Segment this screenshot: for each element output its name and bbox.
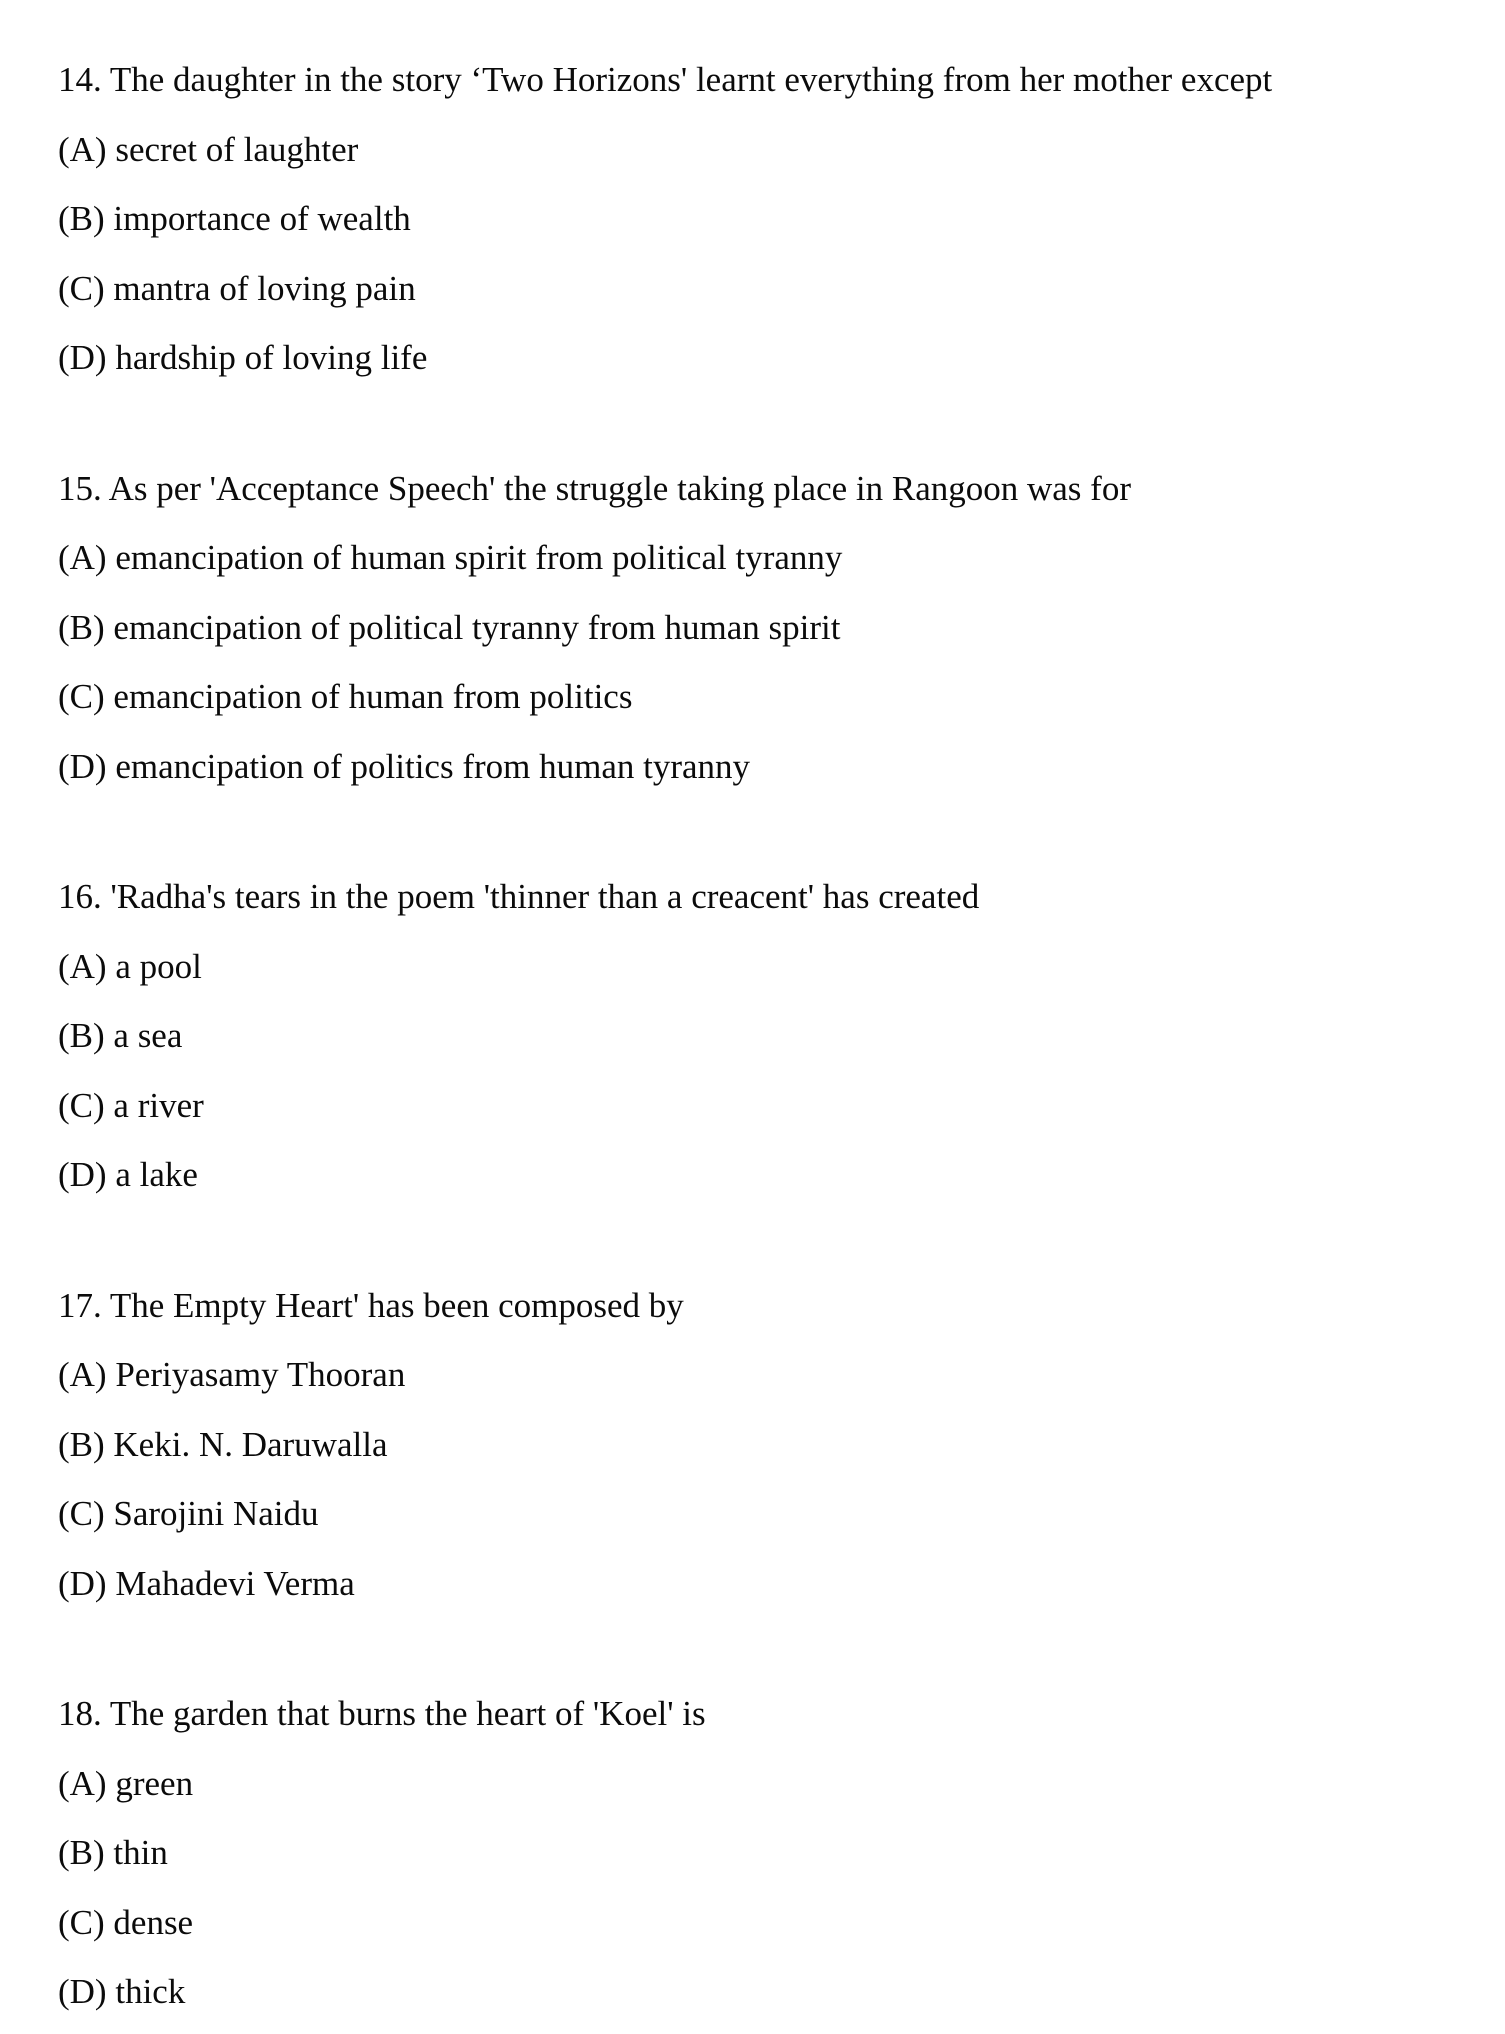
- option-label: (D): [58, 1563, 107, 1603]
- option-text: a river: [113, 1085, 204, 1125]
- question-text: [58, 1271, 1475, 1341]
- option-d: [58, 732, 1475, 802]
- option-label: (C): [58, 1085, 105, 1125]
- option-text: emancipation of politics from human tyranny: [115, 746, 751, 786]
- question-number: 16.: [58, 877, 102, 916]
- option-b: [58, 1001, 1475, 1071]
- option-b: [58, 1410, 1475, 1480]
- option-text: green: [115, 1763, 194, 1803]
- option-text: Periyasamy Thooran: [115, 1355, 406, 1394]
- option-text: importance of wealth: [113, 199, 411, 238]
- option-text: emancipation of political tyranny from human spirit: [113, 607, 841, 647]
- option-label: (A): [58, 129, 107, 169]
- option-c: [58, 254, 1475, 324]
- option-a: [58, 932, 1475, 1002]
- option-b: [58, 184, 1475, 254]
- option-text: a lake: [115, 1155, 198, 1194]
- option-a: [58, 1749, 1475, 1819]
- option-label: (B): [58, 1424, 105, 1464]
- option-text: Mahadevi Verma: [115, 1563, 355, 1603]
- option-label: (A): [58, 1763, 107, 1803]
- option-text: Sarojini Naidu: [113, 1494, 319, 1533]
- option-c: [58, 1888, 1475, 1958]
- option-label: (B): [58, 1016, 105, 1055]
- question-body: The daughter in the story ‘Two Horizons' learnt everything from her mother except: [109, 60, 1273, 99]
- question-number: 17.: [58, 1285, 102, 1325]
- option-label: (B): [58, 199, 105, 238]
- option-b: [58, 1818, 1475, 1888]
- option-text: dense: [113, 1902, 194, 1942]
- option-label: (D): [58, 746, 107, 786]
- option-text: emancipation of human from politics: [113, 677, 633, 716]
- option-label: (A): [58, 538, 107, 577]
- option-a: [58, 1340, 1475, 1410]
- question-block-14: [58, 45, 1475, 393]
- question-text: [58, 454, 1475, 524]
- question-number: 18.: [58, 1694, 102, 1733]
- option-d: [58, 323, 1475, 393]
- question-block-17: [58, 1271, 1475, 1619]
- option-text: Keki. N. Daruwalla: [113, 1424, 388, 1464]
- question-block-16: [58, 862, 1475, 1210]
- question-number: 14.: [58, 60, 102, 99]
- option-text: thin: [113, 1833, 168, 1872]
- question-text: [58, 862, 1475, 932]
- option-label: (B): [58, 1833, 105, 1872]
- option-d: [58, 1140, 1475, 1210]
- option-label: (C): [58, 1902, 105, 1942]
- option-text: emancipation of human spirit from political tyranny: [115, 538, 843, 577]
- option-label: (D): [58, 1972, 107, 2011]
- option-label: (C): [58, 268, 105, 308]
- option-c: [58, 662, 1475, 732]
- option-text: a pool: [115, 946, 202, 986]
- question-text: [58, 45, 1475, 115]
- question-body: As per 'Acceptance Speech' the struggle taking place in Rangoon was for: [108, 468, 1131, 508]
- option-c: [58, 1479, 1475, 1549]
- option-label: (C): [58, 1494, 105, 1533]
- option-a: [58, 523, 1475, 593]
- question-number: 15.: [58, 468, 102, 508]
- question-block-18: [58, 1679, 1475, 2027]
- option-a: [58, 115, 1475, 185]
- option-label: (D): [58, 1155, 107, 1194]
- option-label: (B): [58, 607, 105, 647]
- option-label: (A): [58, 946, 107, 986]
- question-body: The Empty Heart' has been composed by: [109, 1285, 684, 1325]
- option-text: a sea: [113, 1016, 183, 1055]
- option-text: thick: [115, 1972, 186, 2011]
- option-label: (A): [58, 1355, 107, 1394]
- option-b: [58, 593, 1475, 663]
- option-d: [58, 1957, 1475, 2027]
- option-d: [58, 1549, 1475, 1619]
- option-text: secret of laughter: [115, 129, 359, 169]
- option-label: (D): [58, 338, 107, 377]
- question-body: 'Radha's tears in the poem 'thinner than a creacent' has created: [110, 877, 980, 916]
- option-label: (C): [58, 677, 105, 716]
- option-c: [58, 1071, 1475, 1141]
- question-block-15: [58, 454, 1475, 802]
- option-text: hardship of loving life: [115, 338, 428, 377]
- option-text: mantra of loving pain: [113, 268, 416, 308]
- question-text: [58, 1679, 1475, 1749]
- question-body: The garden that burns the heart of 'Koel' is: [109, 1694, 706, 1733]
